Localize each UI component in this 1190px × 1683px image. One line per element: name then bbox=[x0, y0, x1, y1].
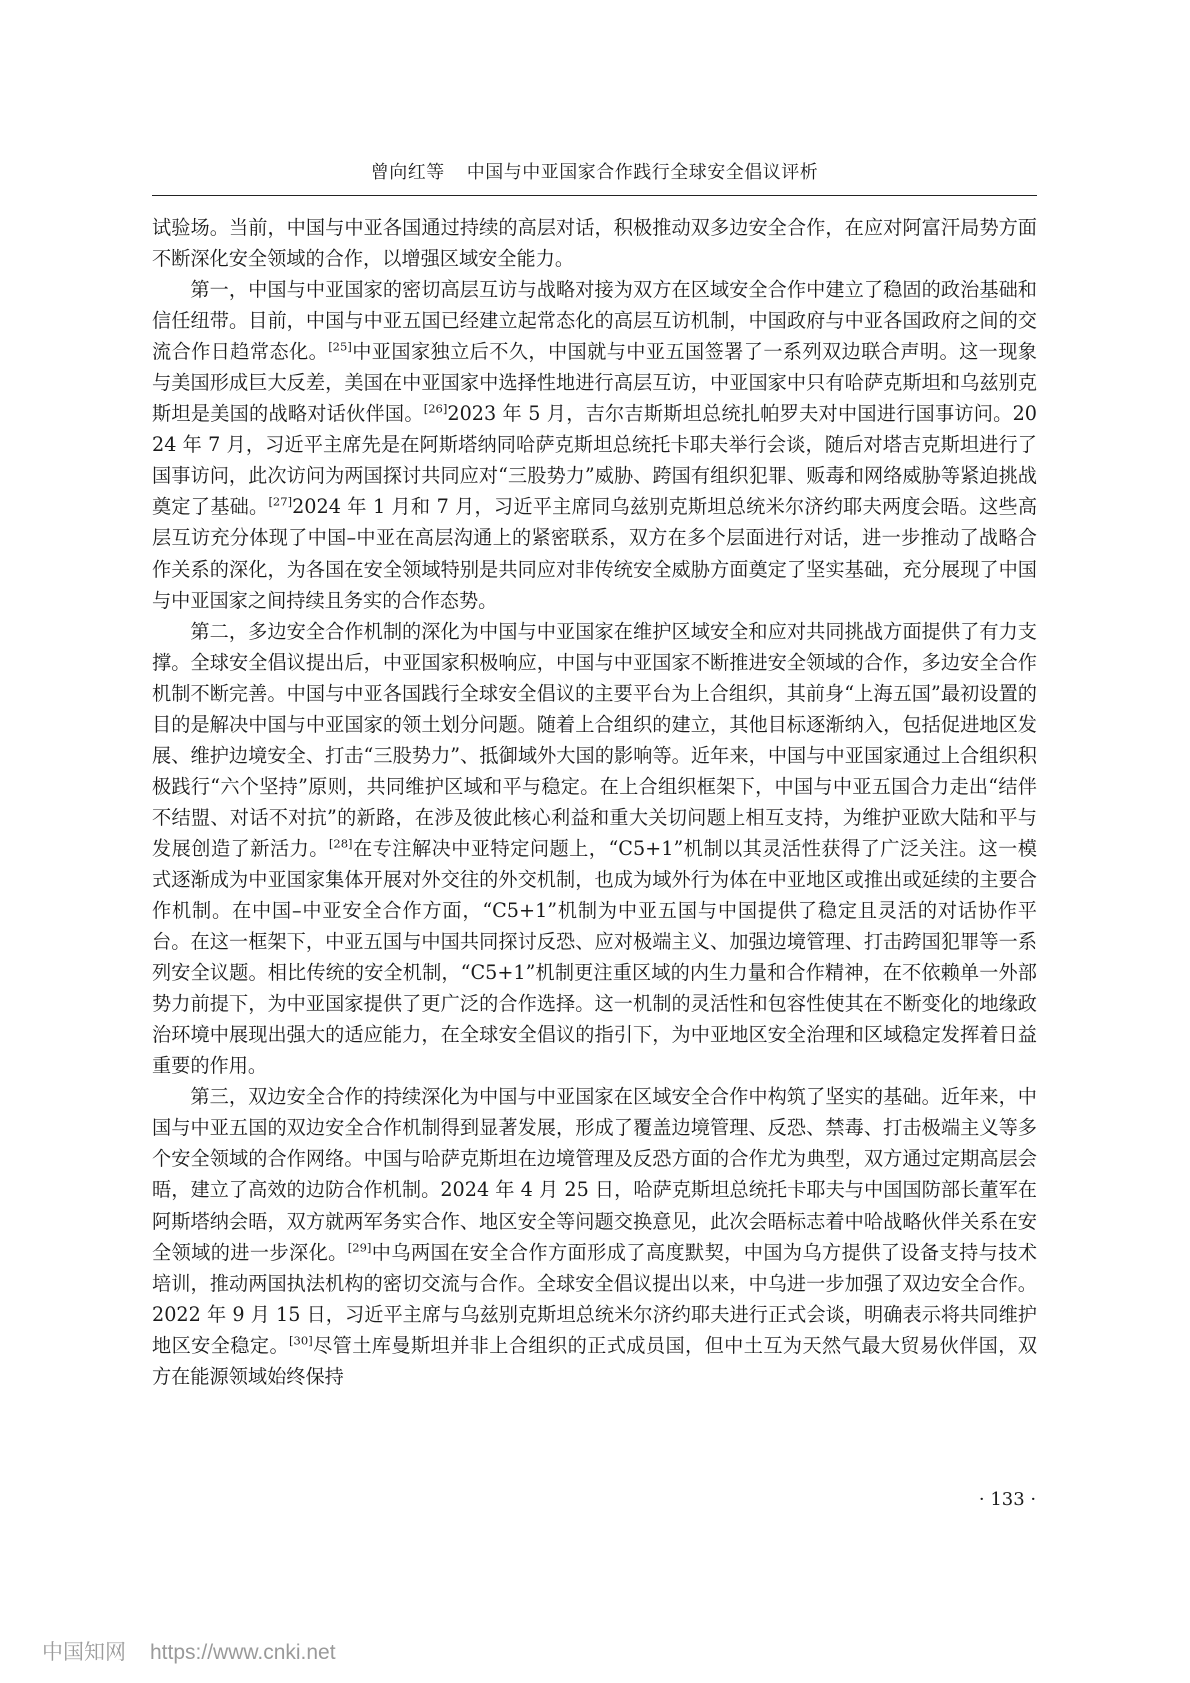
text-run: 试验场。当前，中国与中亚各国通过持续的高层对话，积极推动双多边安全合作，在应对阿富汗局势方面不断深化安全领域的合作，以增强区域安全能力。 bbox=[152, 216, 1037, 271]
running-header bbox=[152, 158, 1037, 188]
text-run: 第三，双边安全合作的持续深化为中国与中亚国家在区域安全合作中构筑了坚实的基础。近年来，中国与中亚五国的双边安全合作机制得到显著发展，形成了覆盖边境管理、反恐、禁毒、打击极端主义等多个安全领域的合作网络。中国与哈萨克斯坦在边境管理及反恐方面的合作尤为典型，双方通过定期高层会晤，建立了高效的边防合作机制。2024 年 4 月 25 日，哈萨克斯坦总统托卡耶夫与中国国防部长董军在阿斯塔纳会晤，双方就两军务实合作、地区安全等问题交换意见，此次会晤标志着中哈战略伙伴关系在安全领域的进一步深化。 bbox=[152, 1085, 1037, 1264]
watermark-brand: 中国知网 bbox=[42, 1641, 126, 1664]
text-run: 尽管土库曼斯坦并非上合组织的正式成员国，但中土互为天然气最大贸易伙伴国，双方在能源领域始终保持 bbox=[152, 1333, 1038, 1388]
citation-ref: [28] bbox=[328, 836, 353, 851]
header-title: 中国与中亚国家合作践行全球安全倡议评析 bbox=[466, 162, 819, 183]
text-run: 2024 年 1 月和 7 月，习近平主席同乌兹别克斯坦总统米尔济约耶夫两度会晤。这些高层互访充分体现了中国–中亚在高层沟通上的紧密联系，双方在多个层面进行对话，进一步推动了战略合作关系的深化，为各国在安全领域特别是共同应对非传统安全威胁方面奠定了坚实基础，充分展现了中国与中亚国家之间持续且务实的合作态势。 bbox=[152, 495, 1038, 612]
text-run: 中乌两国在安全合作方面形成了高度默契，中国为乌方提供了设备支持与技术培训，推动两国执法机构的密切交流与合作。全球安全倡议提出以来，中乌进一步加强了双边安全合作。2022 年 9 月 15 日，习近平主席与乌兹别克斯坦总统米尔济约耶夫进行正式会谈，明确表示将共同维护地区安全稳定。 bbox=[152, 1240, 1038, 1357]
citation-ref: [26] bbox=[423, 401, 448, 416]
text-run: 中亚国家独立后不久，中国就与中亚五国签署了一系列双边联合声明。这一现象与美国形成巨大反差，美国在中亚国家中选择性地进行高层互访，中亚国家中只有哈萨克斯坦和乌兹别克斯坦是美国的战略对话伙伴国。 bbox=[152, 340, 1037, 426]
article-body bbox=[152, 212, 1037, 1392]
text-run: 在专注解决中亚特定问题上，“C5+1”机制以其灵活性获得了广泛关注。这一模式逐渐成为中亚国家集体开展对外交往的外交机制，也成为域外行为体在中亚地区或推出或延续的主要合作机制。在中国–中亚安全合作方面，“C5+1”机制为中亚五国与中国提供了稳定且灵活的对话协作平台。在这一框架下，中亚五国与中国共同探讨反恐、应对极端主义、加强边境管理、打击跨国犯罪等一系列安全议题。相比传统的安全机制，“C5+1”机制更注重区域的内生力量和合作精神，在不依赖单一外部势力前提下，为中亚国家提供了更广泛的合作选择。这一机制的灵活性和包容性使其在不断变化的地缘政治环境中展现出强大的适应能力，在全球安全倡议的指引下，为中亚地区安全治理和区域稳定发挥着日益重要的作用。 bbox=[152, 836, 1037, 1078]
paragraph bbox=[152, 1081, 1037, 1391]
header-rule bbox=[152, 195, 1037, 196]
text-run: 2023 年 5 月，吉尔吉斯斯坦总统扎帕罗夫对中国进行国事访问。2024 年 7 月，习近平主席先是在阿斯塔纳同哈萨克斯坦总统托卡耶夫举行会谈，随后对塔吉克斯坦进行了国事访问，此次访问为两国探讨共同应对“三股势力”威胁、跨国有组织犯罪、贩毒和网络威胁等紧迫挑战奠定了基础。 bbox=[152, 402, 1038, 519]
text-run: 第二，多边安全合作机制的深化为中国与中亚国家在维护区域安全和应对共同挑战方面提供了有力支撑。全球安全倡议提出后，中亚国家积极响应，中国与中亚国家不断推进安全领域的合作，多边安全合作机制不断完善。中国与中亚各国践行全球安全倡议的主要平台为上合组织，其前身“上海五国”最初设置的目的是解决中国与中亚国家的领土划分问题。随着上合组织的建立，其他目标逐渐纳入，包括促进地区发展、维护边境安全、打击“三股势力”、抵御域外大国的影响等。近年来，中国与中亚国家通过上合组织积极践行“六个坚持”原则，共同维护区域和平与稳定。在上合组织框架下，中国与中亚五国合力走出“结伴不结盟、对话不对抗”的新路，在涉及彼此核心利益和重大关切问题上相互支持，为维护亚欧大陆和平与发展创造了新活力。 bbox=[152, 619, 1037, 860]
citation-ref: [25] bbox=[328, 339, 352, 354]
citation-ref: [29] bbox=[347, 1240, 372, 1255]
paragraph bbox=[152, 616, 1037, 1082]
cnki-watermark bbox=[42, 1638, 336, 1668]
header-authors: 曾向红等 bbox=[370, 162, 445, 183]
paragraph bbox=[152, 274, 1037, 616]
citation-ref: [30] bbox=[289, 1333, 313, 1348]
text-run: 第一，中国与中亚国家的密切高层互访与战略对接为双方在区域安全合作中建立了稳固的政治基础和信任纽带。目前，中国与中亚五国已经建立起常态化的高层互访机制，中国政府与中亚各国政府之间的交流合作日趋常态化。 bbox=[152, 278, 1037, 364]
page-number: · 133 · bbox=[978, 1489, 1037, 1510]
citation-ref: [27] bbox=[268, 495, 293, 510]
paragraph bbox=[152, 212, 1037, 274]
watermark-url: https://www.cnki.net bbox=[150, 1641, 336, 1664]
